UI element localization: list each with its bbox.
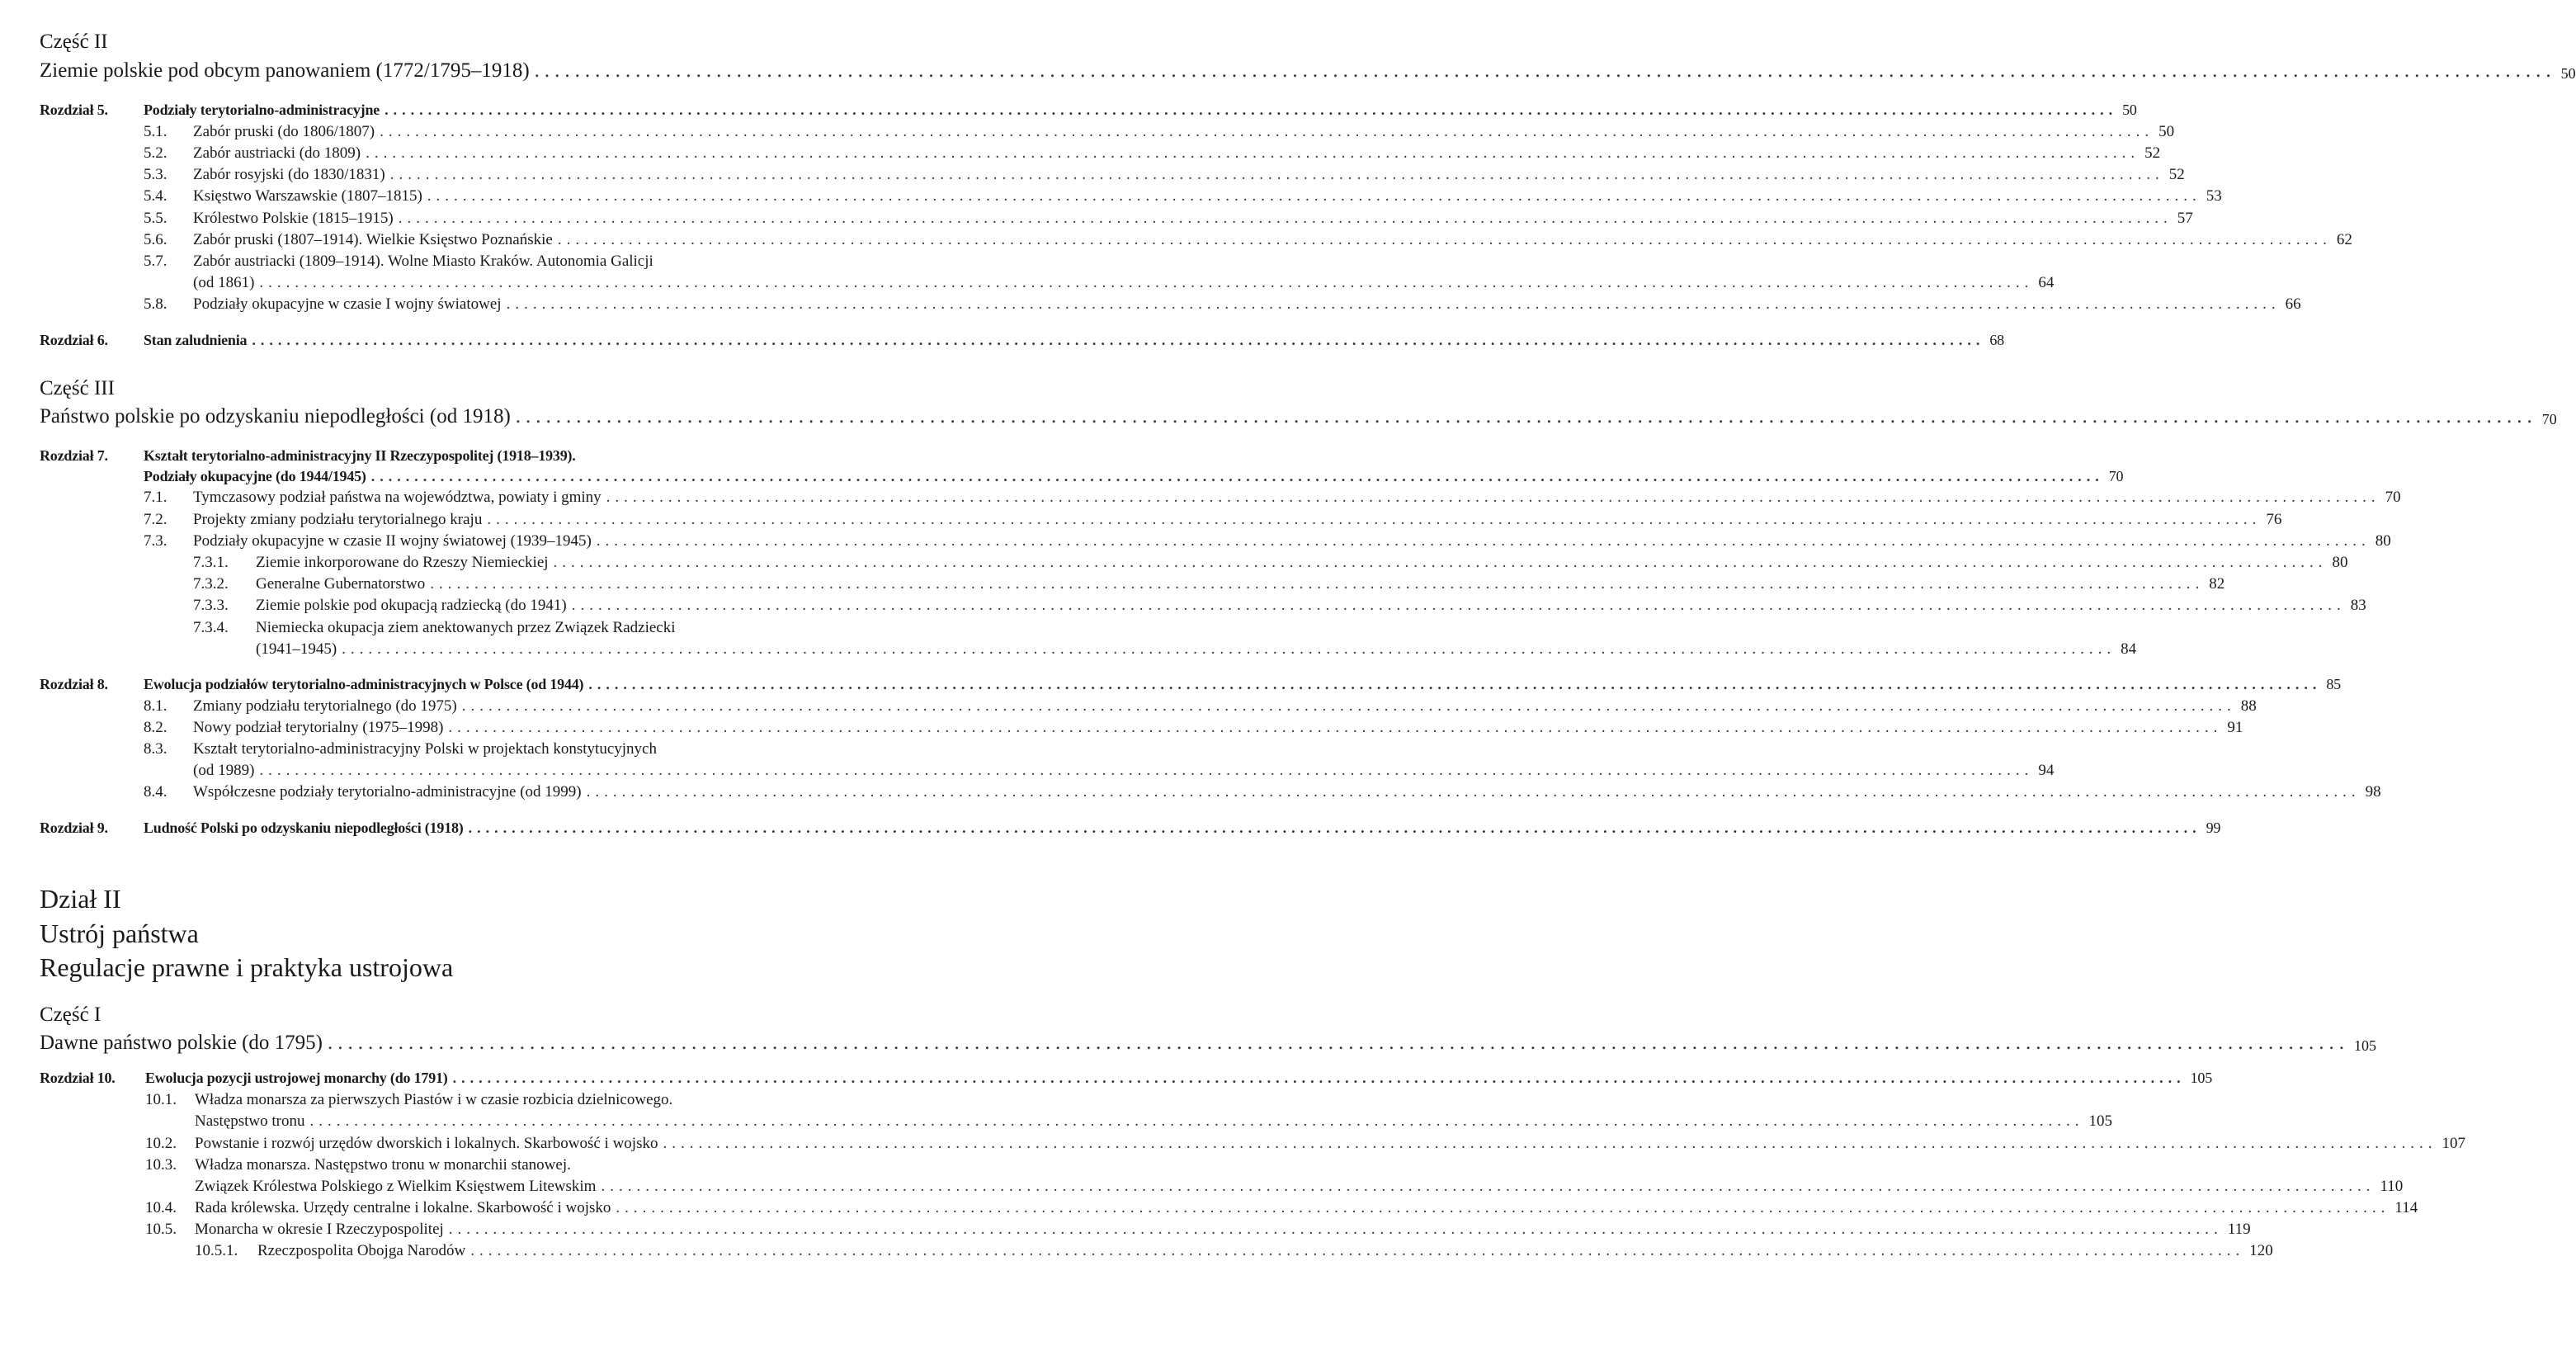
chapter-title: Podziały terytorialno-administracyjne xyxy=(144,102,380,118)
chapter-row[interactable] xyxy=(144,676,2341,692)
leader-dots: ........................................................................................................................................................................................................ xyxy=(468,819,2201,836)
chapter-row[interactable] xyxy=(145,1070,2213,1086)
section-row[interactable] xyxy=(195,1135,2465,1152)
section-title[interactable]: Władza monarsza za pierwszych Piastów i w czasie rozbicia dzielnicowego. xyxy=(195,1091,673,1108)
section-title: Podziały okupacyjne w czasie I wojny światowej xyxy=(193,295,502,313)
section-title: Monarcha w okresie I Rzeczypospolitej xyxy=(195,1221,444,1238)
leader-dots: ........................................................................................................................................................................................................ xyxy=(470,1242,2245,1259)
section-number: 8.1. xyxy=(144,697,167,715)
leader-dots: ........................................................................................................................................................................................................ xyxy=(430,575,2205,593)
subsection-number: 7.3.3. xyxy=(193,597,229,614)
section-number: 10.1. xyxy=(145,1091,177,1108)
section-title[interactable]: Kształt terytorialno-administracyjny Polski w projektach konstytucyjnych xyxy=(193,740,657,758)
leader-dots: ........................................................................................................................................................................................................ xyxy=(487,511,2262,528)
subsection-row[interactable] xyxy=(256,640,2137,658)
section-row[interactable] xyxy=(193,532,2391,550)
section-row[interactable] xyxy=(193,511,2282,528)
chapter-label: Rozdział 5. xyxy=(40,102,108,118)
subsection-number: 10.5.1. xyxy=(195,1242,238,1259)
section-number: 5.3. xyxy=(144,166,167,183)
section-number: 5.6. xyxy=(144,231,167,248)
subsection-row[interactable] xyxy=(257,1242,2273,1259)
page-number: 84 xyxy=(2121,640,2137,658)
section-row[interactable] xyxy=(193,123,2175,140)
page-number: 57 xyxy=(2177,210,2193,227)
page-number: 99 xyxy=(2206,819,2221,836)
subsection-row[interactable] xyxy=(256,597,2366,614)
section-number: 5.5. xyxy=(144,210,167,227)
section-row[interactable] xyxy=(193,719,2243,736)
page-number: 80 xyxy=(2375,532,2391,550)
chapter-title[interactable]: Kształt terytorialno-administracyjny II Rzeczypospolitej (1918–1939). xyxy=(144,447,576,464)
leader-dots: ........................................................................................................................................................................................................ xyxy=(398,210,2173,227)
section-number: 5.8. xyxy=(144,295,167,313)
leader-dots: ........................................................................................................................................................................................................ xyxy=(366,144,2140,162)
subsection-title[interactable]: Niemiecka okupacja ziem anektowanych przez Związek Radziecki xyxy=(256,619,676,636)
page-number: 50 xyxy=(2560,65,2576,82)
section-title: Tymczasowy podział państwa na województwa, powiaty i gminy xyxy=(193,489,602,506)
chapter-label: Rozdział 9. xyxy=(40,819,108,836)
page-number: 105 xyxy=(2190,1070,2213,1086)
subsection-title: Ziemie polskie pod okupacją radziecką (do 1941) xyxy=(256,597,567,614)
part-label: Część III xyxy=(40,377,115,399)
section-row[interactable] xyxy=(193,210,2193,227)
page-number: 76 xyxy=(2266,511,2282,528)
section-title[interactable]: Władza monarsza. Następstwo tronu w monarchii stanowej. xyxy=(195,1156,571,1174)
page-number: 70 xyxy=(2541,411,2557,427)
section-number: 8.2. xyxy=(144,719,167,736)
page-number: 105 xyxy=(2088,1112,2113,1130)
chapter-row[interactable] xyxy=(144,819,2221,836)
leader-dots: ........................................................................................................................................................................................................ xyxy=(586,783,2361,801)
section-title: Zabór rosyjski (do 1830/1831) xyxy=(193,166,385,183)
subsection-title: Rzeczpospolita Obojga Narodów xyxy=(257,1242,466,1259)
leader-dots: ........................................................................................................................................................................................................ xyxy=(380,123,2154,140)
section-number: 8.4. xyxy=(144,783,167,801)
leader-dots: ........................................................................................................................................................................................................ xyxy=(506,295,2281,313)
page-number: 68 xyxy=(1989,332,2004,348)
part-title-row[interactable] xyxy=(40,405,2557,427)
page-number: 110 xyxy=(2380,1178,2404,1195)
subsection-number: 7.3.4. xyxy=(193,619,229,636)
page-number: 64 xyxy=(2038,274,2055,291)
leader-dots: ........................................................................................................................................................................................................ xyxy=(606,489,2380,506)
leader-dots: ........................................................................................................................................................................................................ xyxy=(252,332,1985,348)
page-number: 88 xyxy=(2240,697,2257,715)
leader-dots: ........................................................................................................................................................................................................ xyxy=(515,405,2537,427)
leader-dots: ........................................................................................................................................................................................................ xyxy=(534,59,2556,82)
section-title: Podziały okupacyjne w czasie II wojny światowej (1939–1945) xyxy=(193,532,592,550)
section-number: 7.1. xyxy=(144,489,167,506)
leader-dots: ........................................................................................................................................................................................................ xyxy=(596,532,2371,550)
chapter-title: Stan zaludnienia xyxy=(144,332,248,348)
page-number: 52 xyxy=(2144,144,2161,162)
page-number: 85 xyxy=(2326,676,2341,692)
leader-dots: ........................................................................................................................................................................................................ xyxy=(557,231,2332,248)
part-title: Dawne państwo polskie (do 1795) xyxy=(40,1032,323,1054)
subsection-row[interactable] xyxy=(256,554,2348,571)
leader-dots: ........................................................................................................................................................................................................ xyxy=(588,676,2322,692)
section-number: 5.7. xyxy=(144,253,167,270)
leader-dots: ........................................................................................................................................................................................................ xyxy=(385,102,2118,118)
leader-dots: ........................................................................................................................................................................................................ xyxy=(448,719,2223,736)
page-number: 50 xyxy=(2122,102,2137,118)
section-title-continuation: Związek Królestwa Polskiego z Wielkim Księstwem Litewskim xyxy=(195,1178,597,1195)
section-number: 10.5. xyxy=(145,1221,177,1238)
page-number: 80 xyxy=(2332,554,2348,571)
chapter-title-continuation: Podziały okupacyjne (do 1944/1945) xyxy=(144,468,366,484)
section-number: 7.3. xyxy=(144,532,167,550)
part-title-row[interactable] xyxy=(40,59,2576,82)
page-number: 119 xyxy=(2227,1221,2251,1238)
section-title: Rada królewska. Urzędy centralne i lokalne. Skarbowość i wojsko xyxy=(195,1199,611,1216)
chapter-row[interactable] xyxy=(144,332,2004,348)
section-number: 10.2. xyxy=(145,1135,177,1152)
chapter-row[interactable] xyxy=(144,102,2137,118)
part-title: Państwo polskie po odzyskaniu niepodległości (od 1918) xyxy=(40,405,511,427)
section-title: Nowy podział terytorialny (1975–1998) xyxy=(193,719,444,736)
section-title: Księstwo Warszawskie (1807–1815) xyxy=(193,187,422,205)
subsection-number: 7.3.1. xyxy=(193,554,229,571)
leader-dots: ........................................................................................................................................................................................................ xyxy=(259,762,2034,779)
section-row[interactable] xyxy=(193,489,2401,506)
leader-dots: ........................................................................................................................................................................................................ xyxy=(448,1221,2223,1238)
chapter-label: Rozdział 8. xyxy=(40,676,108,692)
section-title: Projekty zmiany podziału terytorialnego kraju xyxy=(193,511,483,528)
section-title: Zabór pruski (1807–1914). Wielkie Księstwo Poznańskie xyxy=(193,231,553,248)
division-subtitle: Regulacje prawne i praktyka ustrojowa xyxy=(40,952,454,982)
subsection-number: 7.3.2. xyxy=(193,575,229,593)
page-number: 94 xyxy=(2038,762,2055,779)
chapter-label: Rozdział 10. xyxy=(40,1070,116,1086)
section-row[interactable] xyxy=(193,274,2055,291)
leader-dots: ........................................................................................................................................................................................................ xyxy=(571,597,2346,614)
subsection-title-continuation: (1941–1945) xyxy=(256,640,337,658)
leader-dots: ........................................................................................................................................................................................................ xyxy=(663,1135,2437,1152)
leader-dots: ........................................................................................................................................................................................................ xyxy=(427,187,2201,205)
subsection-title: Ziemie inkorporowane do Rzeszy Niemieckiej xyxy=(256,554,549,571)
division-title: Dział II xyxy=(40,884,121,914)
leader-dots: ........................................................................................................................................................................................................ xyxy=(553,554,2328,571)
section-row[interactable] xyxy=(193,187,2222,205)
section-row[interactable] xyxy=(193,144,2161,162)
section-row[interactable] xyxy=(195,1199,2418,1216)
page-number: 70 xyxy=(2108,468,2124,484)
section-row[interactable] xyxy=(193,295,2301,313)
part-title-row[interactable] xyxy=(40,1032,2376,1054)
leader-dots: ........................................................................................................................................................................................................ xyxy=(616,1199,2390,1216)
chapter-title: Ewolucja pozycji ustrojowej monarchy (do 1791) xyxy=(145,1070,448,1086)
section-title-continuation: Następstwo tronu xyxy=(195,1112,305,1130)
part-label: Część I xyxy=(40,1004,101,1026)
section-title: Współczesne podziały terytorialno-administracyjne (od 1999) xyxy=(193,783,582,801)
leader-dots: ........................................................................................................................................................................................................ xyxy=(309,1112,2084,1130)
section-row[interactable] xyxy=(195,1178,2404,1195)
section-number: 5.2. xyxy=(144,144,167,162)
leader-dots: ........................................................................................................................................................................................................ xyxy=(370,468,2104,484)
chapter-title: Ewolucja podziałów terytorialno-administracyjnych w Polsce (od 1944) xyxy=(144,676,584,692)
section-title[interactable]: Zabór austriacki (1809–1914). Wolne Miasto Kraków. Autonomia Galicji xyxy=(193,253,653,270)
page-number: 107 xyxy=(2442,1135,2465,1152)
section-title: Zabór pruski (do 1806/1807) xyxy=(193,123,375,140)
section-title: Zabór austriacki (do 1809) xyxy=(193,144,361,162)
section-row[interactable] xyxy=(195,1221,2251,1238)
page-number: 50 xyxy=(2158,123,2175,140)
section-row[interactable] xyxy=(195,1112,2113,1130)
page-number: 53 xyxy=(2206,187,2222,205)
subsection-row[interactable] xyxy=(256,575,2225,593)
section-row[interactable] xyxy=(193,231,2352,248)
chapter-title: Ludność Polski po odzyskaniu niepodległości (1918) xyxy=(144,819,464,836)
section-title: Powstanie i rozwój urzędów dworskich i lokalnych. Skarbowość i wojsko xyxy=(195,1135,658,1152)
section-number: 7.2. xyxy=(144,511,167,528)
division-subtitle: Ustrój państwa xyxy=(40,919,199,948)
section-row[interactable] xyxy=(193,697,2257,715)
page-number: 120 xyxy=(2249,1242,2273,1259)
part-label: Część II xyxy=(40,31,108,53)
leader-dots: ........................................................................................................................................................................................................ xyxy=(452,1070,2186,1086)
page-number: 83 xyxy=(2350,597,2366,614)
page-number: 82 xyxy=(2209,575,2225,593)
section-title: Królestwo Polskie (1815–1915) xyxy=(193,210,394,227)
section-title-continuation: (od 1861) xyxy=(193,274,255,291)
section-row[interactable] xyxy=(193,166,2185,183)
chapter-row[interactable] xyxy=(144,468,2124,484)
section-number: 10.3. xyxy=(145,1156,177,1174)
leader-dots: ........................................................................................................................................................................................................ xyxy=(461,697,2236,715)
part-title: Ziemie polskie pod obcym panowaniem (1772/1795–1918) xyxy=(40,59,530,82)
section-title-continuation: (od 1989) xyxy=(193,762,255,779)
leader-dots: ........................................................................................................................................................................................................ xyxy=(601,1178,2375,1195)
leader-dots: ........................................................................................................................................................................................................ xyxy=(259,274,2034,291)
section-number: 5.4. xyxy=(144,187,167,205)
page-number: 91 xyxy=(2227,719,2243,736)
page-number: 62 xyxy=(2336,231,2352,248)
page-number: 70 xyxy=(2385,489,2401,506)
section-number: 10.4. xyxy=(145,1199,177,1216)
subsection-title: Generalne Gubernatorstwo xyxy=(256,575,426,593)
page-number: 66 xyxy=(2285,295,2301,313)
leader-dots: ........................................................................................................................................................................................................ xyxy=(342,640,2116,658)
leader-dots: ........................................................................................................................................................................................................ xyxy=(389,166,2164,183)
section-number: 5.1. xyxy=(144,123,167,140)
page-number: 52 xyxy=(2168,166,2185,183)
section-row[interactable] xyxy=(193,783,2381,801)
page-number: 114 xyxy=(2394,1199,2418,1216)
leader-dots: ........................................................................................................................................................................................................ xyxy=(328,1032,2349,1054)
page-number: 98 xyxy=(2365,783,2381,801)
page-number: 105 xyxy=(2354,1037,2376,1054)
section-number: 8.3. xyxy=(144,740,167,758)
section-title: Zmiany podziału terytorialnego (do 1975) xyxy=(193,697,457,715)
section-row[interactable] xyxy=(193,762,2055,779)
chapter-label: Rozdział 7. xyxy=(40,447,108,464)
chapter-label: Rozdział 6. xyxy=(40,332,108,348)
